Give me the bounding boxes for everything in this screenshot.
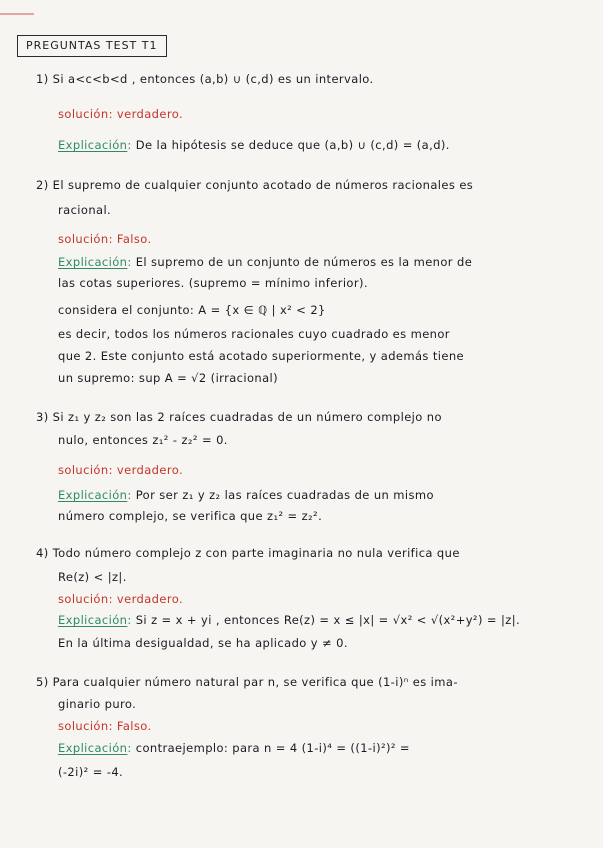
q4-explanation-colon: : [127, 613, 136, 627]
q2-explanation-line-5: que 2. Este conjunto está acotado superiormente, y además tiene [58, 349, 465, 363]
top-highlight-mark [0, 13, 34, 15]
q4-explanation-line-2: En la última desigualdad, se ha aplicado y ≠ 0. [58, 636, 348, 650]
q5-explanation-text-1: contraejemplo: para n = 4 (1-i)⁴ = ((1-i)²)² = [135, 741, 410, 755]
q4-statement-line-2: Re(z) < |z|. [58, 570, 127, 584]
q1-solution-colon: : [108, 107, 117, 121]
q4-explanation-text-1: Si z = x + yi , entonces Re(z) = x ≤ |x| = √x² < √(x²+y²) = |z|. [135, 613, 521, 627]
q2-explanation-line-2: las cotas superiores. (supremo = mínimo inferior). [58, 276, 368, 290]
q4-solution [58, 592, 183, 606]
q2-explanation-colon: : [127, 255, 136, 269]
q3-solution-text: verdadero. [116, 463, 183, 477]
q1-explanation-text: De la hipótesis se deduce que (a,b) ∪ (c,d) = (a,d). [135, 138, 450, 152]
q2-statement-line-2: racional. [58, 203, 112, 217]
q3-solution-colon: : [108, 463, 117, 477]
q5-solution-label: solución [58, 719, 109, 733]
q5-explanation-line-1 [58, 741, 410, 755]
q2-explanation-line-1 [58, 255, 472, 269]
q3-explanation-line-2: número complejo, se verifica que z₁² = z₂². [58, 509, 323, 523]
q4-explanation-line-1 [58, 613, 520, 627]
q3-explanation-label: Explicación [58, 488, 128, 502]
q5-solution-colon: : [108, 719, 117, 733]
q2-solution [58, 232, 152, 246]
q1-solution [58, 107, 183, 121]
q5-statement-line-1: 5) Para cualquier número natural par n, se verifica que (1-i)ⁿ es ima- [36, 675, 458, 689]
q2-statement-line-1: 2) El supremo de cualquier conjunto acotado de números racionales es [36, 178, 474, 192]
q3-explanation-text-1: Por ser z₁ y z₂ las raíces cuadradas de un mismo [135, 488, 434, 502]
q5-explanation-colon: : [127, 741, 136, 755]
q4-explanation-label: Explicación [58, 613, 128, 627]
q5-explanation-label: Explicación [58, 741, 128, 755]
q3-solution-label: solución [58, 463, 109, 477]
q2-explanation-line-3: considera el conjunto: A = {x ∈ ℚ | x² < 2} [58, 303, 326, 317]
q5-solution [58, 719, 152, 733]
q3-statement-line-2: nulo, entonces z₁² - z₂² = 0. [58, 433, 228, 447]
page-title: PREGUNTAS TEST T1 [17, 35, 167, 57]
q1-explanation-colon: : [127, 138, 136, 152]
q5-solution-text: Falso. [116, 719, 152, 733]
q1-solution-text: verdadero. [116, 107, 183, 121]
q2-explanation-line-6: un supremo: sup A = √2 (irracional) [58, 371, 279, 385]
q4-solution-colon: : [108, 592, 117, 606]
q1-explanation [58, 138, 450, 152]
q1-explanation-label: Explicación [58, 138, 128, 152]
q2-solution-text: Falso. [116, 232, 152, 246]
q2-explanation-line-4: es decir, todos los números racionales cuyo cuadrado es menor [58, 327, 450, 341]
q2-explanation-text-1: El supremo de un conjunto de números es la menor de [135, 255, 473, 269]
q1-statement: 1) Si a<c<b<d , entonces (a,b) ∪ (c,d) es un intervalo. [36, 72, 374, 86]
q4-statement-line-1: 4) Todo número complejo z con parte imaginaria no nula verifica que [36, 546, 460, 560]
q3-solution [58, 463, 183, 477]
q2-solution-colon: : [108, 232, 117, 246]
q3-explanation-colon: : [127, 488, 136, 502]
q3-explanation-line-1 [58, 488, 434, 502]
q4-solution-label: solución [58, 592, 109, 606]
q5-explanation-line-2: (-2i)² = -4. [58, 765, 124, 779]
q2-solution-label: solución [58, 232, 109, 246]
q2-explanation-label: Explicación [58, 255, 128, 269]
q1-solution-label: solución [58, 107, 109, 121]
q4-solution-text: verdadero. [116, 592, 183, 606]
q3-statement-line-1: 3) Si z₁ y z₂ son las 2 raíces cuadradas de un número complejo no [36, 410, 442, 424]
q5-statement-line-2: ginario puro. [58, 697, 137, 711]
